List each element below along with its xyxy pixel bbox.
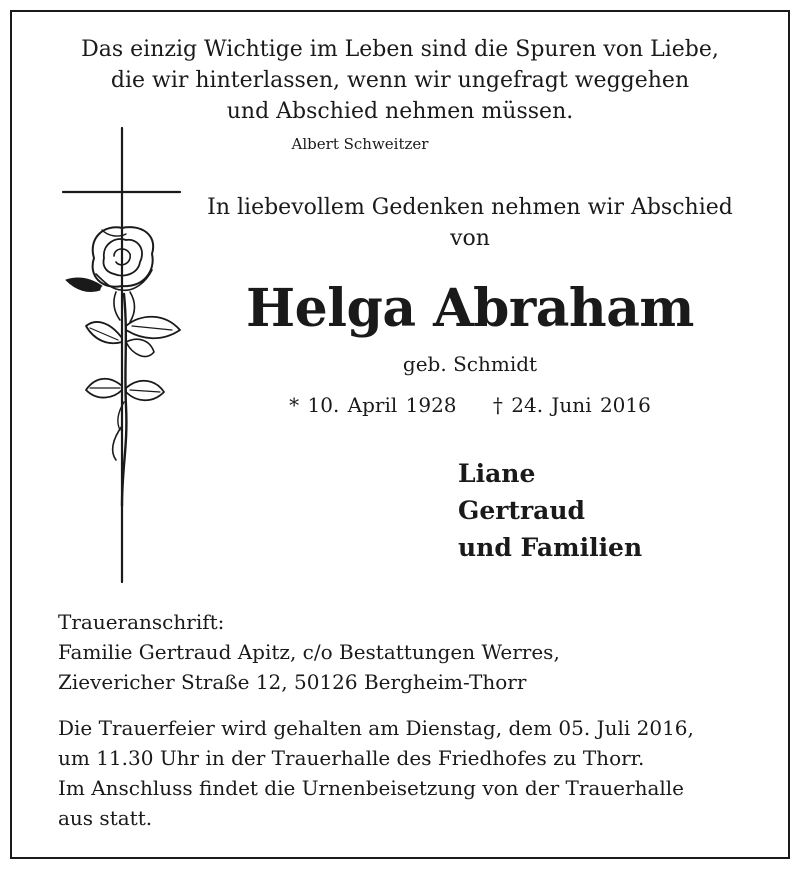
intro-line: In liebevollem Gedenken nehmen wir Abschied bbox=[207, 195, 733, 220]
quote-line: und Abschied nehmen müssen. bbox=[226, 99, 574, 124]
quote-line: die wir hinterlassen, wenn wir ungefragt weggehen bbox=[110, 68, 690, 93]
maiden-name: geb. Schmidt bbox=[402, 352, 538, 376]
address-line: Familie Gertraud Apitz, c/o Bestattungen Werres, bbox=[58, 640, 560, 664]
birth-date: * 10. April 1928 bbox=[289, 393, 457, 417]
farewell-intro bbox=[140, 192, 800, 254]
death-date: † 24. Juni 2016 bbox=[492, 393, 651, 417]
address-label: Traueranschrift: bbox=[58, 610, 225, 634]
ceremony-line: Im Anschluss findet die Urnenbeisetzung von der Trauerhalle bbox=[58, 776, 685, 800]
quote-line: Das einzig Wichtige im Leben sind die Spuren von Liebe, bbox=[81, 37, 719, 62]
mourner-line: Gertraud bbox=[458, 496, 586, 525]
intro-line: von bbox=[450, 226, 490, 251]
deceased-name: Helga Abraham bbox=[246, 278, 694, 339]
life-dates bbox=[140, 393, 800, 417]
address-line: Zievericher Straße 12, 50126 Bergheim-Thorr bbox=[58, 670, 527, 694]
quote bbox=[0, 34, 800, 127]
ceremony-line: Die Trauerfeier wird gehalten am Dienstag, dem 05. Juli 2016, bbox=[58, 716, 694, 740]
ceremony-info bbox=[58, 713, 694, 833]
mourning-address bbox=[58, 607, 560, 697]
quote-author: Albert Schweitzer bbox=[291, 135, 429, 153]
ceremony-line: aus statt. bbox=[58, 806, 153, 830]
ceremony-line: um 11.30 Uhr in der Trauerhalle des Friedhofes zu Thorr. bbox=[58, 746, 645, 770]
mourner-line: Liane bbox=[458, 459, 536, 488]
mourners bbox=[458, 455, 642, 566]
mourner-line: und Familien bbox=[458, 533, 643, 562]
